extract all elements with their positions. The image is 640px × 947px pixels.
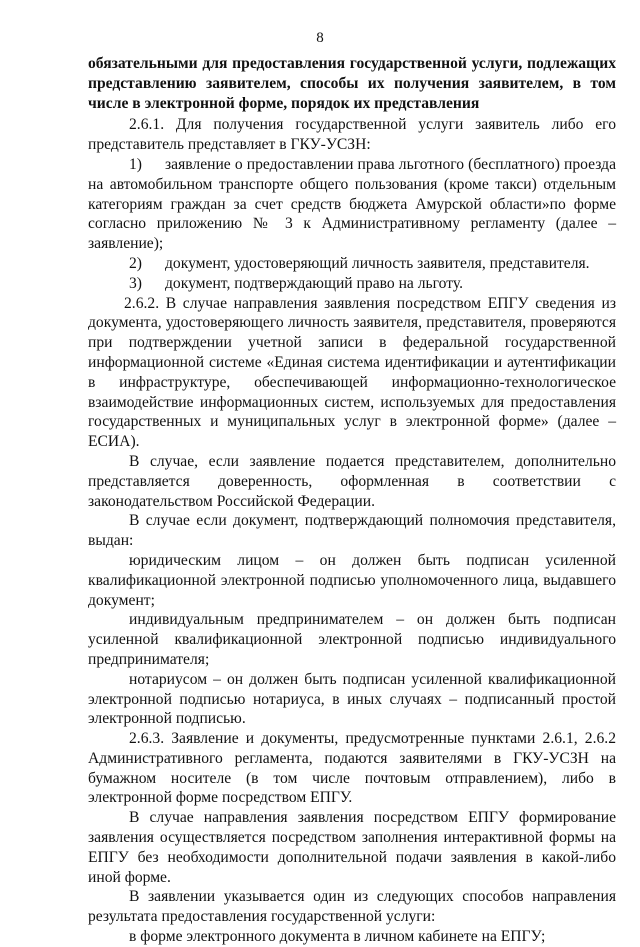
list-text-2: документ, удостоверяющий личность заявителя, представителя.: [165, 254, 590, 272]
paragraph-electronic-document: в форме электронного документа в личном кабинете на ЕПГУ;: [129, 928, 546, 946]
list-number-3: 3): [129, 274, 142, 292]
paragraph-legal-entity: юридическим лицом – он должен быть подписан усиленной квалификационной электронной подписью уполномоченного лица, выдавшего документ;: [88, 551, 616, 609]
paragraph-entrepreneur: индивидуальным предпринимателем – он должен быть подписан усиленной квалификационной электронной подписью индивидуального предпринимателя;: [88, 611, 616, 668]
paragraph-epgu-form: В случае направления заявления посредством ЕПГУ формирование заявления осуществляется посредством заполнения интерактивной формы на ЕПГУ без необходимости дополнительной подачи заявления в какой-либо иной форме.: [88, 809, 616, 886]
list-text-1: заявление о предоставлении права льготного (бесплатного) проезда на автомобильном транспорте общего пользования (кроме такси) отдельным категориям граждан за счет средств бюджета Амурской области»по форме согласно приложению № 3 к Административному регламенту (далее – заявление);: [88, 155, 616, 253]
paragraph-representative: В случае, если заявление подается представителем, дополнительно представляется доверенность, оформленная в соответствии с законодательством Российской Федерации.: [88, 452, 616, 510]
list-number-1: 1): [129, 155, 142, 173]
list-item-1: [88, 155, 616, 254]
page-number: 8: [316, 30, 324, 46]
paragraph-notary: нотариусом – он должен быть подписан усиленной квалификационной электронной подписью нотариуса, в иных случаях – подписанный простой электронной подписью.: [88, 670, 616, 728]
clause-2-6-1: 2.6.1. Для получения государственной услуги заявитель либо его представитель представляет в ГКУ-УСЗН:: [88, 116, 616, 154]
paragraph-result-methods: В заявлении указывается один из следующих способов направления результата предоставления государственной услуги:: [88, 888, 616, 926]
section-heading: обязательными для предоставления государственной услуги, подлежащих представлению заявителем, способы их получения заявителем, в том числе в электронной форме, порядок их представления: [88, 55, 616, 112]
list-item-3: [88, 274, 616, 294]
list-item-2: [88, 254, 616, 274]
clause-2-6-3: 2.6.3. Заявление и документы, предусмотренные пунктами 2.6.1, 2.6.2 Административного регламента, подаются заявителями в ГКУ-УСЗН на бумажном носителе (в том числе почтовым отправлением), либо в электронной форме посредством ЕПГУ.: [88, 730, 616, 807]
clause-2-6-2: 2.6.2. В случае направления заявления посредством ЕПГУ сведения из документа, удостоверяющего личность заявителя, представителя, проверяются при подтверждении учетной записи в федеральной государственной информационной системе «Единая система идентификации и аутентификации в инфраструктуре, обеспечивающей информационно-технологическое взаимодействие информационных систем, используемых для предоставления государственных и муниципальных услуг в электронной форме» (далее – ЕСИА).: [88, 294, 616, 451]
list-number-2: 2): [129, 254, 142, 272]
paragraph-authority-document: В случае если документ, подтверждающий полномочия представителя, выдан:: [88, 512, 616, 550]
document-body: [88, 54, 616, 947]
list-text-3: документ, подтверждающий право на льготу.: [165, 274, 463, 292]
